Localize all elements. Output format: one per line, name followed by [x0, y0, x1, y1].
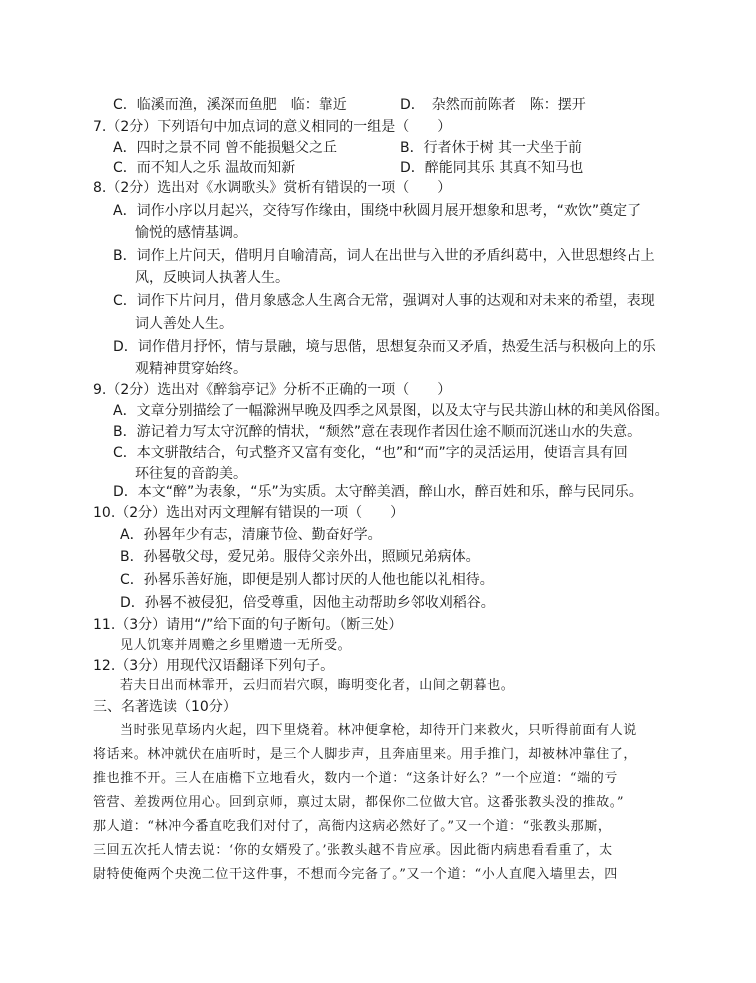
q11-sentence: 见人饥寒并周赡之乡里赠遗一无所受。: [120, 638, 352, 653]
q8-option-b-line2: 风，反映词人执著人生。: [135, 270, 289, 286]
section3-passage-line-7: 尉特使俺两个央浼二位干这件事，不想而今完备了。”又一个道：“小人直爬入墙里去，四: [93, 867, 618, 882]
section3-passage-line-4: 管营、差拨两位用心。回到京师，禀过太尉，都保你二位做大官。这番张教头没的推故。”: [93, 795, 625, 810]
q9-option-d: D．本文“醉”为表象，“乐”为实质。太守醉美酒，醉山水，醉百姓和乐，醉与民同乐。: [113, 484, 643, 500]
q7-option-d: D．醉能同其乐 其真不知马也: [400, 160, 584, 176]
q8-stem: 8.（2分）选出对《水调歌头》赏析有错误的一项（ ）: [93, 180, 452, 196]
q7-option-c: C．而不知人之乐 温故而知新: [113, 160, 296, 176]
q9-stem: 9.（2分）选出对《醉翁亭记》分析不正确的一项（ ）: [93, 382, 452, 398]
q9-option-b: B．游记着力写太守沉醉的情状，“颓然”意在表现作者因仕途不顺而沉迷山水的失意。: [113, 424, 642, 440]
q6-option-c: C．临溪而渔，溪深而鱼肥 临：靠近: [113, 97, 347, 113]
q10-option-b: B．孙晷敬父母，爱兄弟。服侍父亲外出，照顾兄弟病体。: [120, 549, 480, 565]
section3-passage-line-6: 三回五次托人情去说：‘你的女婿殁了。’张教头越不肯应承。因此衙内病患看看重了，太: [93, 843, 613, 858]
q7-stem: 7.（2分）下列语句中加点词的意义相同的一组是（ ）: [93, 119, 452, 135]
q8-option-a-line2: 愉悦的感情基调。: [135, 225, 247, 241]
q8-option-a-line1: A．词作小序以月起兴，交待写作缘由，围绕中秋圆月展开想象和思考，“欢饮”奠定了: [113, 203, 642, 219]
section3-passage-line-2: 将话来。林冲就伏在庙听时，是三个人脚步声，且奔庙里来。用手推门，却被林冲靠住了，: [93, 747, 638, 762]
q8-option-b-line1: B．词作上片问天，借明月自喻清高，词人在出世与入世的矛盾纠葛中，入世思想终占上: [113, 248, 655, 264]
q9-option-c-line2: 环往复的音韵美。: [135, 466, 247, 482]
q9-option-c-line1: C．本文骈散结合，句式整齐又富有变化，“也”和“而”字的灵活运用，使语言具有回: [113, 445, 628, 461]
q12-sentence: 若夫日出而林霏开，云归而岩穴暝，晦明变化者，山间之朝暮也。: [120, 678, 515, 693]
q11-stem: 11.（3分）请用“/”给下面的句子断句。（断三处）: [93, 617, 403, 633]
q8-option-d-line2: 观精神贯穿始终。: [135, 361, 247, 377]
q10-option-c: C．孙晷乐善好施，即便是别人都讨厌的人他也能以礼相待。: [120, 572, 494, 588]
q6-option-d: D． 杂然而前陈者 陈：摆开: [400, 97, 586, 113]
section3-passage-line-5: 那人道：“林冲今番直吃我们对付了，高衙内这病必然好了。”又一个道：“张教头那厮，: [93, 819, 612, 834]
q7-option-a: A．四时之景不同 曾不能损魁父之丘: [113, 140, 338, 156]
section3-passage-line-1: 当时张见草场内火起，四下里烧着。林冲便拿枪，却待开门来救火，只听得前面有人说: [120, 723, 637, 738]
q8-option-c-line2: 词人善处人生。: [135, 316, 233, 332]
q9-option-a: A．文章分别描绘了一幅滁洲早晚及四季之风景图，以及太守与民共游山林的和美风俗图。: [113, 403, 669, 419]
q10-stem: 10.（2分）选出对丙文理解有错误的一项（ ）: [93, 505, 405, 521]
q8-option-c-line1: C．词作下片问月，借月象感念人生离合无常，强调对人事的达观和对未来的希望，表现: [113, 293, 655, 309]
section3-passage-line-3: 推也推不开。三人在庙檐下立地看火，数内一个道：“这条计好么？”一个应道：“端的亏: [93, 771, 618, 786]
q8-option-d-line1: D．词作借月抒怀，情与景融，境与思偕，思想复杂而又矛盾，热爱生活与积极向上的乐: [113, 339, 656, 355]
q10-option-a: A．孙晷年少有志，清廉节俭、勤奋好学。: [120, 527, 382, 543]
q12-stem: 12.（3分）用现代汉语翻译下列句子。: [93, 658, 335, 674]
q10-option-d: D．孙晷不被侵犯，倍受尊重，因他主动帮助乡邻收刈稻谷。: [120, 595, 495, 611]
section3-heading: 三、名著选读（10分）: [93, 699, 237, 715]
q7-option-b: B．行者休于树 其一犬坐于前: [400, 140, 583, 156]
